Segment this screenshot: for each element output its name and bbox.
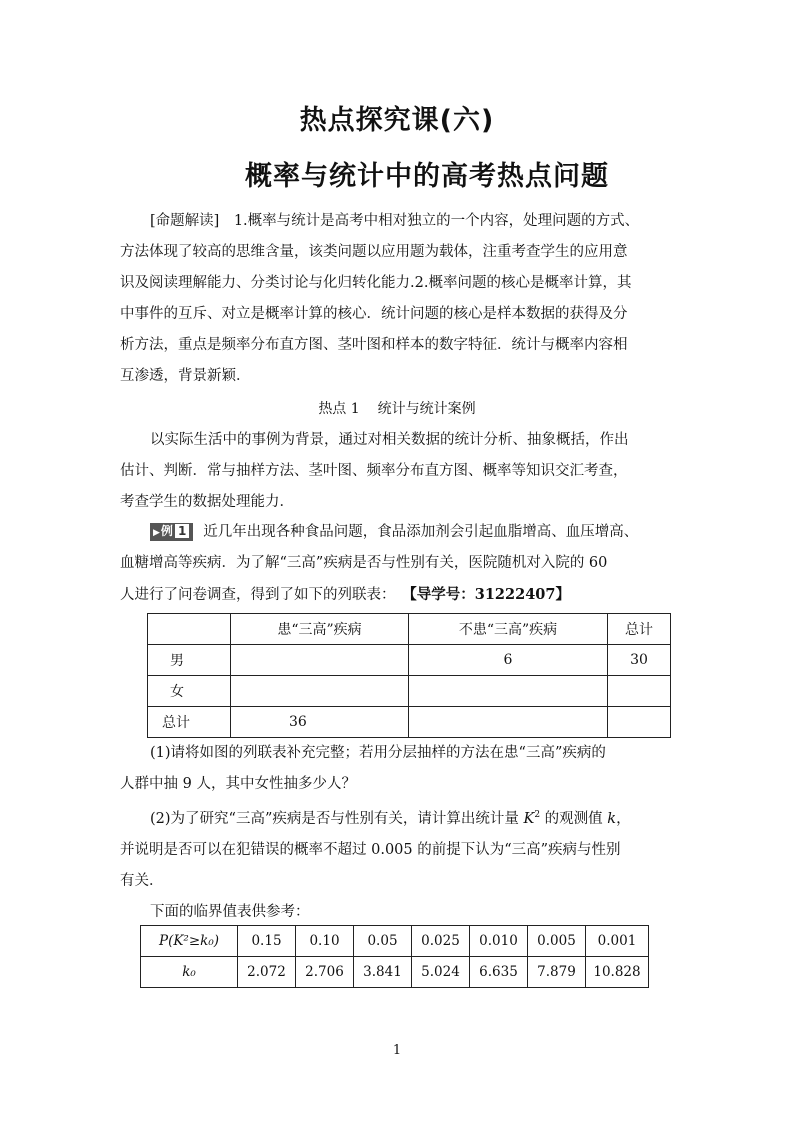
- example-badge: [150, 523, 193, 541]
- table-header-cell: 患“三高”疾病: [231, 614, 409, 645]
- table-cell: 0.15: [238, 926, 296, 957]
- critical-value-table: [140, 925, 649, 988]
- table-cell: 2.706: [296, 957, 354, 988]
- table-row-label: 男: [148, 645, 231, 676]
- table-row: [148, 645, 671, 676]
- hotspot-label: 热点 1: [318, 401, 360, 417]
- table-cell: 10.828: [586, 957, 649, 988]
- question-2-line: 并说明是否可以在犯错误的概率不超过 0.005 的前提下认为“三高”疾病与性别: [120, 841, 621, 858]
- table-cell: [231, 676, 409, 707]
- table-header-row: [148, 614, 671, 645]
- example-tag: 例: [160, 524, 173, 538]
- reference-line: 下面的临界值表供参考：: [150, 903, 310, 920]
- question-2-text: ，: [616, 810, 631, 827]
- example-number: 1: [175, 524, 189, 538]
- questions-block: [120, 738, 680, 928]
- hotspot-heading: [0, 398, 794, 418]
- table-cell: 0.025: [412, 926, 470, 957]
- intro-line: 互渗透，背景新颖．: [120, 368, 251, 384]
- hotspot-description: [120, 425, 680, 518]
- guide-number: 【导学号：31222407】: [409, 586, 570, 603]
- table-cell: [409, 707, 608, 738]
- table-cell: 30: [608, 645, 671, 676]
- intro-paragraph: [120, 206, 680, 392]
- table-row: [148, 707, 671, 738]
- table-row-label: k₀: [141, 957, 238, 988]
- table-row-label: 女: [148, 676, 231, 707]
- example-line: [120, 517, 680, 548]
- hotspot-desc-line: 以实际生活中的事例为背景，通过对相关数据的统计分析、抽象概括，作出: [150, 432, 629, 448]
- table-header-cell: 总计: [608, 614, 671, 645]
- table-cell: [608, 707, 671, 738]
- table-cell: 7.879: [528, 957, 586, 988]
- question-2-line: 有关．: [120, 872, 164, 889]
- page-number: 1: [392, 1043, 402, 1058]
- table-cell: 6.635: [470, 957, 528, 988]
- contingency-table: [147, 613, 671, 738]
- table-cell: 0.10: [296, 926, 354, 957]
- table-cell: [608, 676, 671, 707]
- table-cell: 0.001: [586, 926, 649, 957]
- table-cell: [409, 676, 608, 707]
- table-cell: 5.024: [412, 957, 470, 988]
- hotspot-name: 统计与统计案例: [377, 401, 476, 417]
- table-cell: [148, 614, 231, 645]
- table-cell: 3.841: [354, 957, 412, 988]
- table-row: [148, 676, 671, 707]
- intro-line: 析方法，重点是频率分布直方图、茎叶图和样本的数字特征．统计与概率内容相: [120, 337, 628, 353]
- example-line: [120, 579, 680, 611]
- stat-exponent: 2: [534, 810, 541, 820]
- example-paragraph: [120, 517, 680, 611]
- table-row-label: 总计: [148, 707, 231, 738]
- table-row-label: P(K²≥k₀): [141, 926, 238, 957]
- hotspot-desc-line: 估计、判断．常与抽样方法、茎叶图、频率分布直方图、概率等知识交汇考查，: [120, 463, 628, 479]
- table-row: [141, 926, 649, 957]
- table-cell: [231, 645, 409, 676]
- hotspot-desc-line: 考查学生的数据处理能力．: [120, 494, 294, 510]
- question-1-line: 人群中抽 9 人，其中女性抽多少人？: [120, 776, 356, 792]
- observed-symbol: k: [607, 810, 617, 827]
- triangle-icon: ▶: [153, 528, 160, 538]
- stat-symbol: K: [523, 810, 535, 827]
- example-text: 近几年出现各种食品问题，食品添加剂会引起血脂增高、血压增高、: [203, 524, 639, 540]
- example-line: 血糖增高等疾病．为了解“三高”疾病是否与性别有关，医院随机对入院的 60: [120, 555, 608, 571]
- question-1-line: (1)请将如图的列联表补充完整；若用分层抽样的方法在患“三高”疾病的: [150, 745, 606, 761]
- intro-line: 中事件的互斥、对立是概率计算的核心．统计问题的核心是样本数据的获得及分: [120, 306, 628, 322]
- intro-line: 识及阅读理解能力、分类讨论与化归转化能力.2.概率问题的核心是概率计算，其: [120, 275, 632, 291]
- intro-line: 方法体现了较高的思维含量，该类问题以应用题为载体，注重考查学生的应用意: [120, 244, 628, 260]
- table-cell: 6: [409, 645, 608, 676]
- intro-line: [命题解读] 1.概率与统计是高考中相对独立的一个内容，处理问题的方式、: [150, 213, 640, 229]
- table-row: [141, 957, 649, 988]
- question-2-line: [120, 800, 680, 835]
- table-cell: 36: [231, 707, 409, 738]
- table-header-cell: 不患“三高”疾病: [409, 614, 608, 645]
- table-cell: 0.05: [354, 926, 412, 957]
- example-text: 人进行了问卷调查，得到了如下的列联表：: [120, 587, 396, 603]
- table-cell: 0.010: [470, 926, 528, 957]
- question-2-text: (2)为了研究“三高”疾病是否与性别有关，请计算出统计量: [150, 810, 524, 827]
- page-title: 热点探究课(六): [299, 105, 495, 136]
- question-2-text: 的观测值: [540, 810, 608, 827]
- table-cell: 2.072: [238, 957, 296, 988]
- table-cell: 0.005: [528, 926, 586, 957]
- page-subtitle: 概率与统计中的高考热点问题: [245, 161, 609, 192]
